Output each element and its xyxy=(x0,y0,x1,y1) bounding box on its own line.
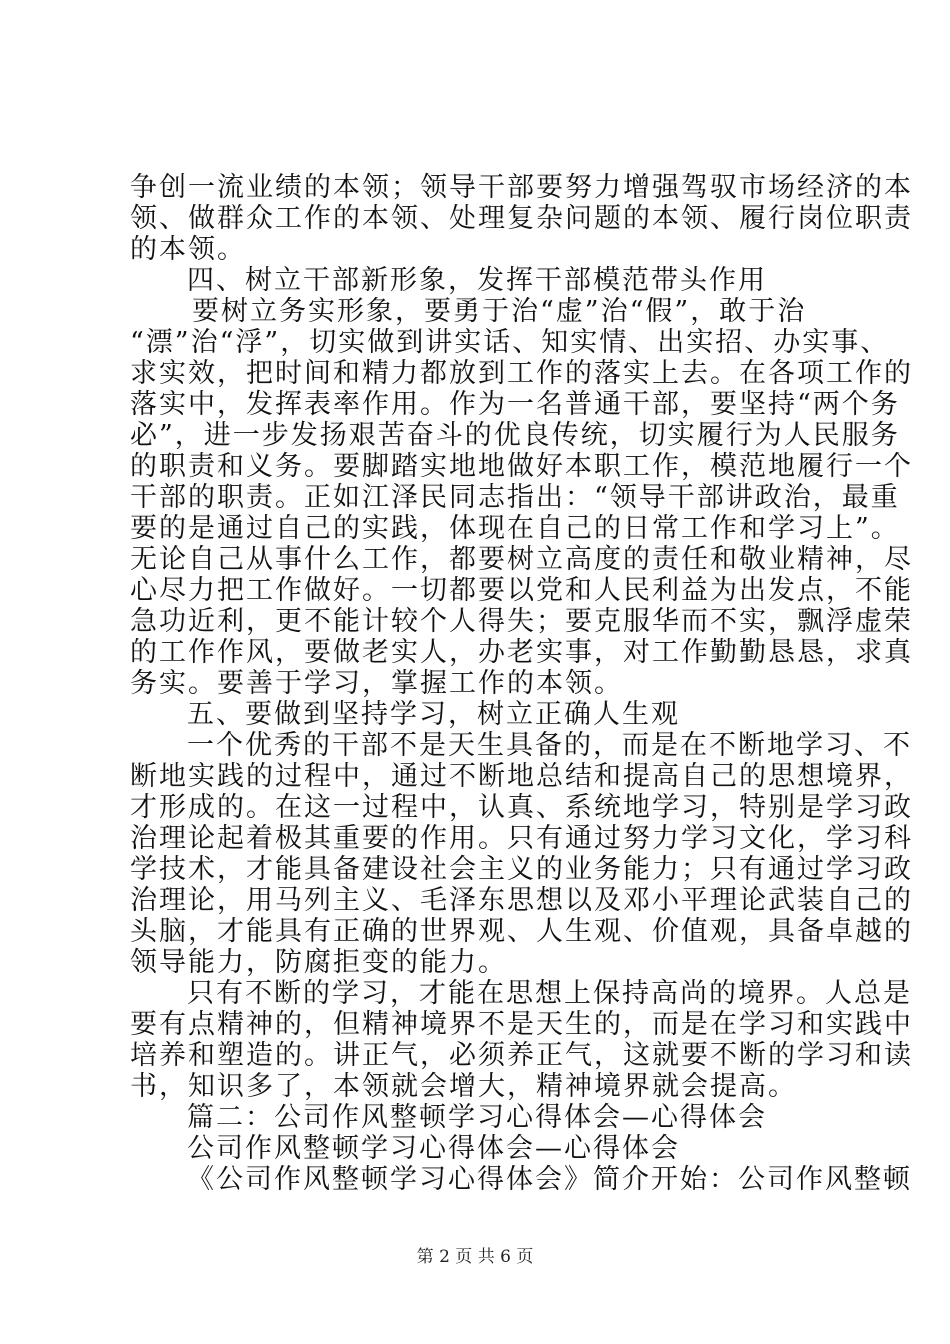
body-line: 要有点精神的，但精神境界不是天生的，而是在学习和实践中 xyxy=(130,1009,913,1040)
body-line: 治理论起着极其重要的作用。只有通过努力学习文化，学习科 xyxy=(130,823,913,854)
body-line: 求实效，把时间和精力都放到工作的落实上去。在各项工作的 xyxy=(130,358,913,389)
body-line: 的职责和义务。要脚踏实地地做好本职工作，模范地履行一个 xyxy=(130,451,913,482)
body-line: 培养和塑造的。讲正气，必须养正气，这就要不断的学习和读 xyxy=(130,1040,913,1071)
body-line: 的本领。 xyxy=(130,234,246,265)
body-line: 治理论，用马列主义、毛泽东思想以及邓小平理论武装自己的 xyxy=(130,885,913,916)
body-line: 的工作作风，要做老实人，办老实事，对工作勤勤恳恳，求真 xyxy=(130,637,913,668)
section-heading-4: 四、树立干部新形象，发挥干部模范带头作用 xyxy=(187,265,767,296)
body-line: 要的是通过自己的实践，体现在自己的日常工作和学习上”。 xyxy=(130,513,900,544)
body-line: 才形成的。在这一过程中，认真、系统地学习，特别是学习政 xyxy=(130,792,913,823)
body-line: 书，知识多了，本领就会增大，精神境界就会提高。 xyxy=(130,1071,797,1102)
body-line: 一个优秀的干部不是天生具备的，而是在不断地学习、不 xyxy=(187,730,912,761)
body-line: 断地实践的过程中，通过不断地总结和提高自己的思想境界， xyxy=(130,761,913,792)
page-footer xyxy=(0,1242,950,1267)
body-line: 争创一流业绩的本领；领导干部要努力增强驾驭市场经济的本 xyxy=(130,172,913,203)
document-body xyxy=(130,172,913,1195)
body-line: 落实中，发挥表率作用。作为一名普通干部，要坚持“两个务 xyxy=(130,389,900,420)
body-line: 无论自己从事什么工作，都要树立高度的责任和敬业精神，尽 xyxy=(130,544,913,575)
body-line: 学技术，才能具备建设社会主义的业务能力；只有通过学习政 xyxy=(130,854,913,885)
page-number: 第 2 页 共 6 页 xyxy=(416,1247,534,1267)
body-line: 要树立务实形象，要勇于治“虚”治“假”，敢于治 xyxy=(192,296,807,327)
body-line: 领导能力，防腐拒变的能力。 xyxy=(130,947,507,978)
body-line: 领、做群众工作的本领、处理复杂问题的本领、履行岗位职责 xyxy=(130,203,913,234)
body-line: 干部的职责。正如江泽民同志指出：“领导干部讲政治，最重 xyxy=(130,482,900,513)
body-line: 必”，进一步发扬艰苦奋斗的优良传统，切实履行为人民服务 xyxy=(130,420,900,451)
body-line: “漂”治“浮”，切实做到讲实话、知实情、出实招、办实事、 xyxy=(130,327,890,358)
body-line: 心尽力把工作做好。一切都要以党和人民利益为出发点，不能 xyxy=(130,575,913,606)
section-heading-5: 五、要做到坚持学习，树立正确人生观 xyxy=(187,699,680,730)
body-line: 头脑，才能具有正确的世界观、人生观、价值观，具备卓越的 xyxy=(130,916,913,947)
body-line: 务实。要善于学习，掌握工作的本领。 xyxy=(130,668,623,699)
body-line: 《公司作风整顿学习心得体会》简介开始：公司作风整顿 xyxy=(187,1164,912,1195)
body-line: 只有不断的学习，才能在思想上保持高尚的境界。人总是 xyxy=(187,978,912,1009)
article-subtitle: 公司作风整顿学习心得体会—心得体会 xyxy=(187,1133,680,1164)
article-title: 篇二：公司作风整顿学习心得体会—心得体会 xyxy=(187,1102,767,1133)
body-line: 急功近利，更不能计较个人得失；要克服华而不实，飘浮虚荣 xyxy=(130,606,913,637)
